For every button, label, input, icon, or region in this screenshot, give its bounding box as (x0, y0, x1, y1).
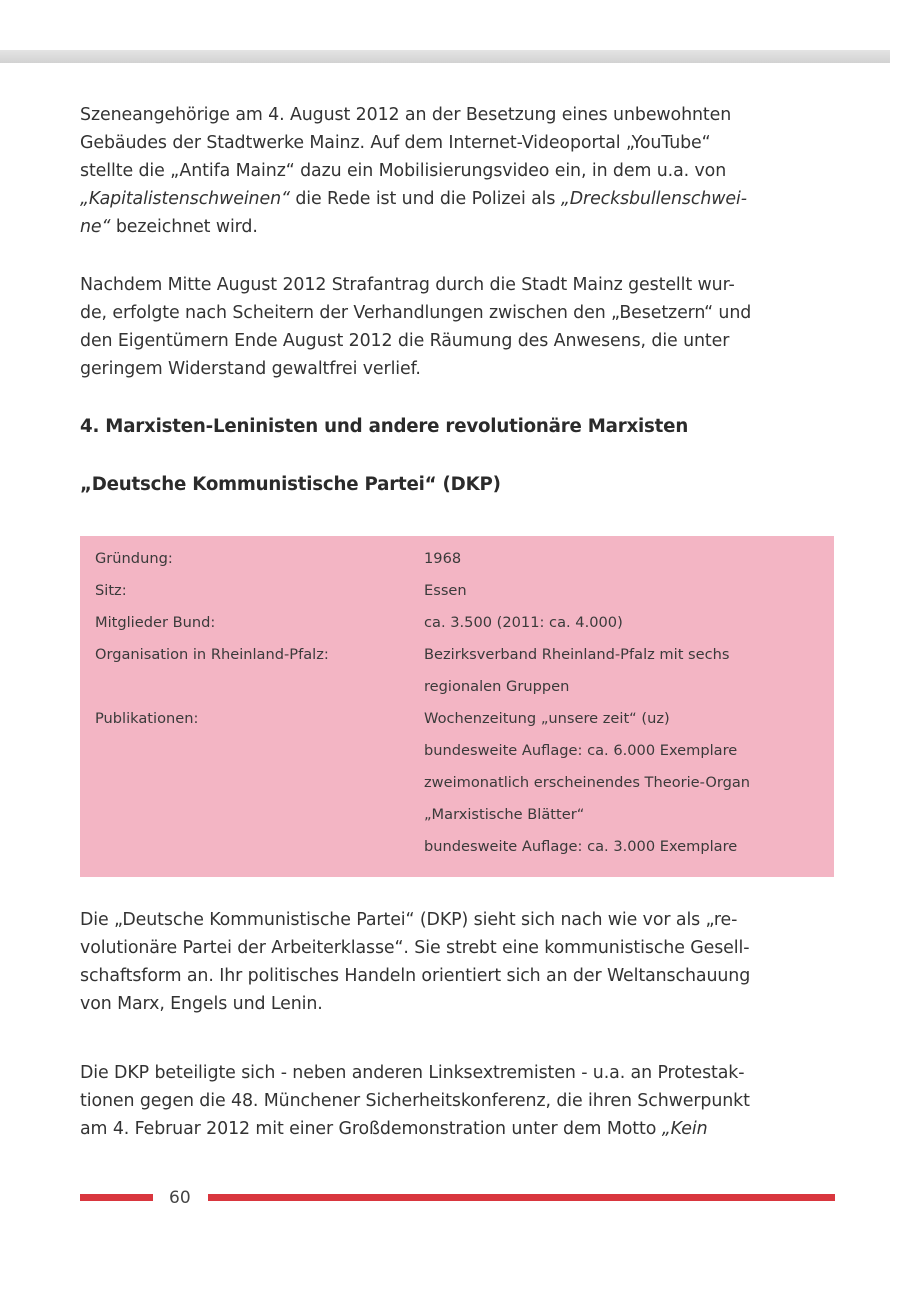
fact-value: Wochenzeitung „unsere zeit“ (uz) (424, 710, 670, 727)
fact-value: bundesweite Auflage: ca. 3.000 Exemplare (424, 838, 738, 855)
paragraph-4 (80, 1059, 835, 1143)
p3-line1: Die „Deutsche Kommunistische Partei“ (DKP) sieht sich nach wie vor als „re- (80, 910, 738, 930)
p1-line3: stellte die „Antifa Mainz“ dazu ein Mobilisierungsvideo ein, in dem u.a. von (80, 161, 727, 181)
p3-line3: schaftsform an. Ihr politisches Handeln orientiert sich an der Weltanschauung (80, 966, 751, 986)
p4-line1: Die DKP beteiligte sich - neben anderen Linksextremisten - u.a. an Protestak- (80, 1063, 745, 1083)
top-divider (0, 50, 890, 63)
paragraph-2 (80, 271, 835, 383)
fact-value: Bezirksverband Rheinland-Pfalz mit sechs (424, 646, 730, 663)
page-number: 60 (169, 1188, 191, 1208)
page-footer (80, 1184, 835, 1214)
paragraph-3 (80, 906, 835, 1018)
fact-value: zweimonatlich erscheinendes Theorie-Organ (424, 774, 751, 791)
p1-line5-italic: ne“ (80, 217, 111, 237)
main-text-block (80, 101, 835, 499)
fact-label: Organisation in Rheinland-Pfalz: (95, 646, 329, 663)
fact-value: regionalen Gruppen (424, 678, 570, 695)
dkp-fact-box (80, 536, 834, 877)
fact-value: Essen (424, 582, 467, 599)
p1-line1: Szeneangehörige am 4. August 2012 an der Besetzung eines unbewohnten (80, 105, 732, 125)
p1-line2: Gebäudes der Stadtwerke Mainz. Auf dem Internet-Videoportal „YouTube“ (80, 133, 711, 153)
fact-value: ca. 3.500 (2011: ca. 4.000) (424, 614, 623, 631)
fact-label: Gründung: (95, 550, 173, 567)
p2-line4: geringem Widerstand gewaltfrei verlief. (80, 359, 421, 379)
p3-line4: von Marx, Engels und Lenin. (80, 994, 323, 1014)
p1-line4-italic2: „Drecksbullenschwei- (560, 189, 747, 209)
p4-line2: tionen gegen die 48. Münchener Sicherheitskonferenz, die ihren Schwerpunkt (80, 1091, 750, 1111)
footer-accent-bar-left (80, 1194, 153, 1201)
p4-line3-italic: „Kein (661, 1119, 708, 1139)
fact-value: „Marxistische Blätter“ (424, 806, 585, 823)
footer-accent-bar-right (208, 1194, 835, 1201)
fact-label: Publikationen: (95, 710, 199, 727)
fact-value: 1968 (424, 550, 462, 567)
section-heading: 4. Marxisten-Leninisten und andere revolutionäre Marxisten (80, 416, 689, 437)
p2-line1: Nachdem Mitte August 2012 Strafantrag durch die Stadt Mainz gestellt wur- (80, 275, 735, 295)
paragraph-1 (80, 101, 835, 241)
p2-line2: de, erfolgte nach Scheitern der Verhandlungen zwischen den „Besetzern“ und (80, 303, 752, 323)
p4-line3-text: am 4. Februar 2012 mit einer Großdemonstration unter dem Motto (80, 1119, 662, 1139)
p2-line3: den Eigentümern Ende August 2012 die Räumung des Anwesens, die unter (80, 331, 730, 351)
p1-line4-text: die Rede ist und die Polizei als (289, 189, 561, 209)
p1-line5-text: bezeichnet wird. (110, 217, 258, 237)
fact-label: Mitglieder Bund: (95, 614, 216, 631)
fact-label: Sitz: (95, 582, 127, 599)
p1-line4-italic: „Kapitalistenschweinen“ (80, 189, 290, 209)
fact-value: bundesweite Auflage: ca. 6.000 Exemplare (424, 742, 738, 759)
subsection-heading: „Deutsche Kommunistische Partei“ (DKP) (80, 474, 501, 495)
p3-line2: volutionäre Partei der Arbeiterklasse“. Sie strebt eine kommunistische Gesell- (80, 938, 750, 958)
